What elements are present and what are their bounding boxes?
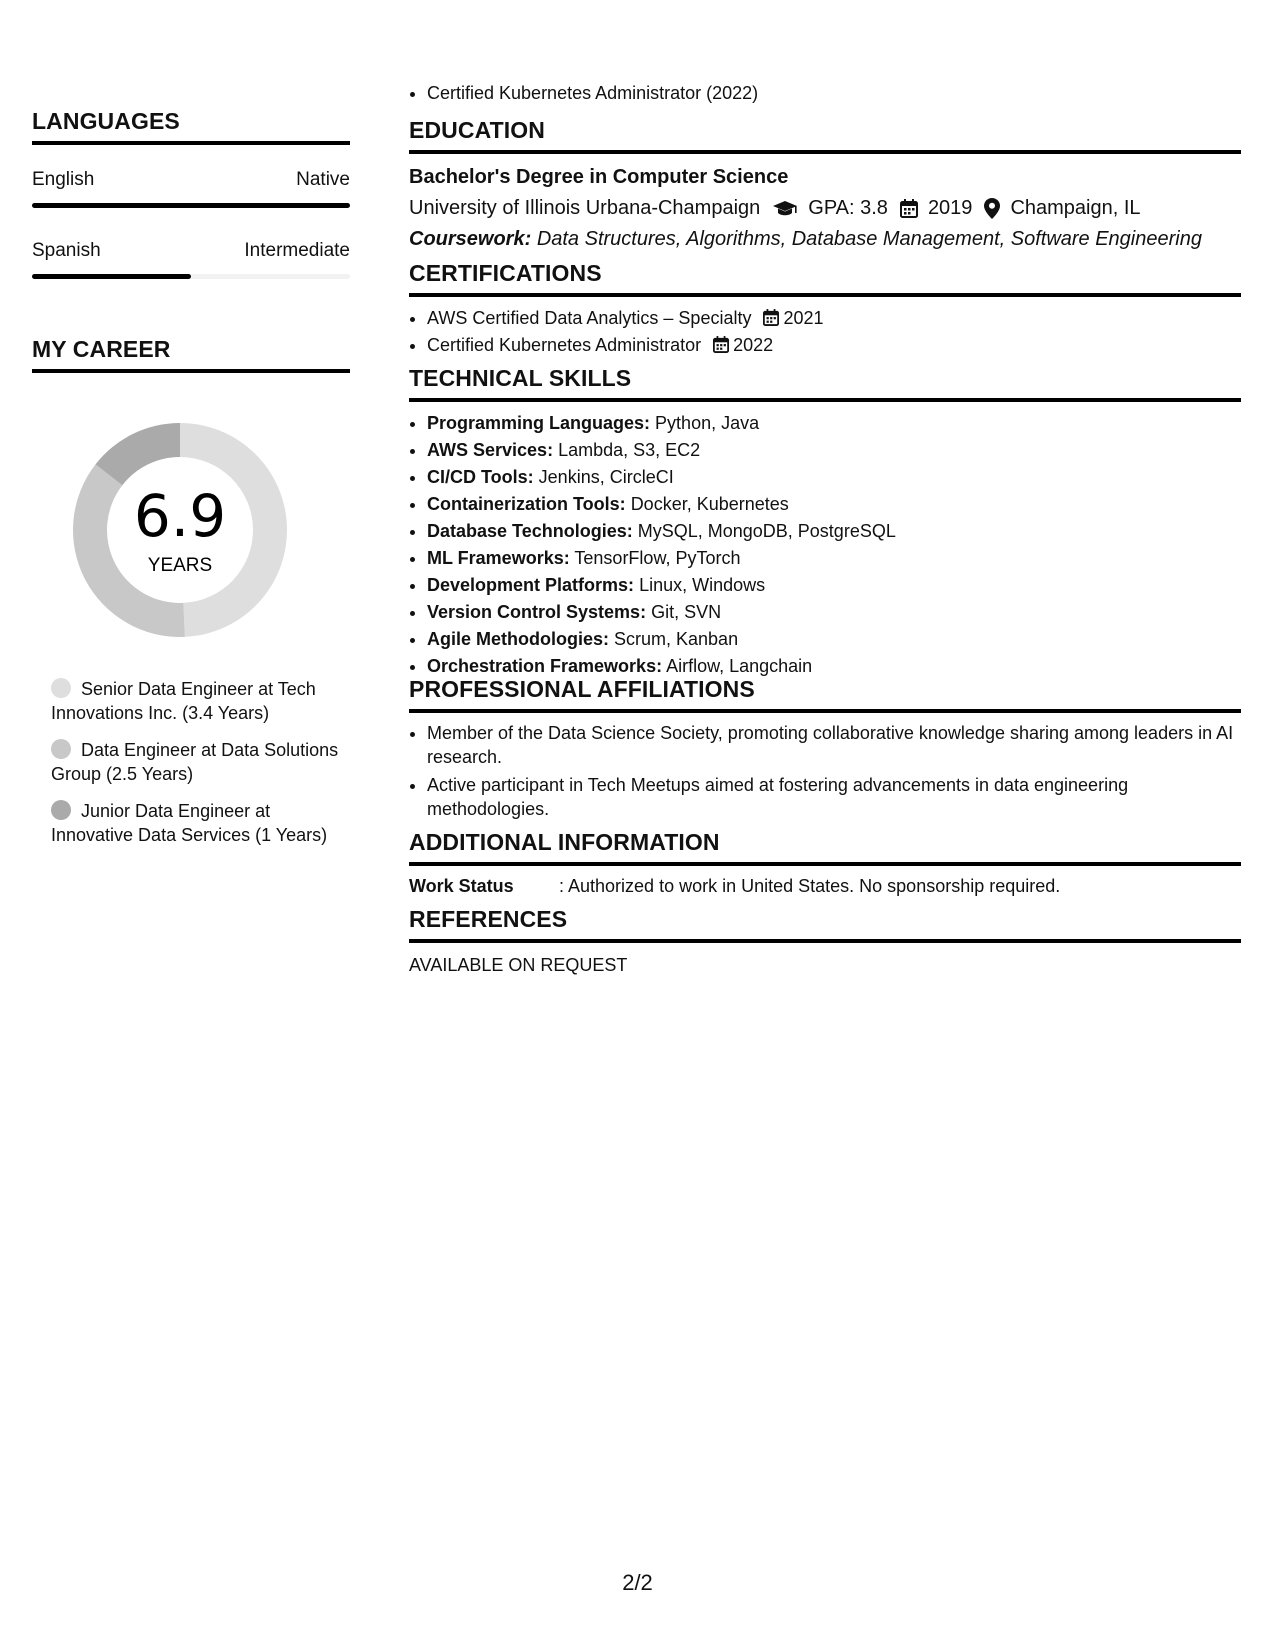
work-status-label: Work Status bbox=[409, 876, 514, 896]
certification-year: 2021 bbox=[783, 308, 824, 328]
skill-value: Git, SVN bbox=[651, 602, 722, 622]
skill-item bbox=[427, 437, 1241, 464]
skill-value: Lambda, S3, EC2 bbox=[558, 440, 701, 460]
career-legend-item bbox=[51, 738, 341, 786]
education-details bbox=[409, 197, 1241, 220]
certification-item bbox=[427, 332, 1241, 359]
skill-label: Programming Languages: bbox=[427, 413, 651, 433]
certification-name: AWS Certified Data Analytics – Specialty bbox=[427, 308, 752, 328]
work-status-row bbox=[409, 876, 1241, 897]
skill-label: Agile Methodologies: bbox=[427, 629, 609, 649]
affiliations-title: PROFESSIONAL AFFILIATIONS bbox=[409, 676, 1241, 713]
skill-value: Jenkins, CircleCI bbox=[538, 467, 674, 487]
certifications-list bbox=[409, 305, 1241, 359]
skill-label: ML Frameworks: bbox=[427, 548, 570, 568]
career-legend-item bbox=[51, 677, 341, 725]
additional-info-section bbox=[409, 829, 1241, 897]
skill-value: Python, Java bbox=[655, 413, 760, 433]
career-total-years: 6.9 bbox=[133, 482, 227, 550]
language-proficiency-fill bbox=[32, 203, 350, 208]
skill-item bbox=[427, 599, 1241, 626]
references-title: REFERENCES bbox=[409, 906, 1241, 943]
skill-item bbox=[427, 491, 1241, 518]
skill-label: AWS Services: bbox=[427, 440, 554, 460]
skill-item bbox=[427, 626, 1241, 653]
career-title: MY CAREER bbox=[32, 336, 350, 373]
certification-year: 2022 bbox=[733, 335, 774, 355]
work-status-value: : Authorized to work in United States. No sponsorship required. bbox=[559, 876, 1061, 896]
list-item: • Certified Kubernetes Administrator (2022) bbox=[427, 80, 758, 107]
education-coursework bbox=[409, 228, 1241, 251]
certifications-section bbox=[409, 260, 1241, 359]
language-proficiency-bar bbox=[32, 274, 350, 279]
coursework-text: Data Structures, Algorithms, Database Management, Software Engineering bbox=[536, 228, 1202, 250]
skill-item bbox=[427, 410, 1241, 437]
language-name: Spanish bbox=[32, 240, 101, 261]
calendar-icon bbox=[900, 199, 918, 218]
skill-value: Docker, Kubernetes bbox=[630, 494, 789, 514]
graduation-cap-icon bbox=[772, 200, 798, 218]
legend-dot-icon bbox=[51, 678, 71, 698]
career-role-label: Senior Data Engineer at Tech Innovations Inc. (3.4 Years) bbox=[51, 679, 316, 723]
skill-item bbox=[427, 545, 1241, 572]
calendar-icon bbox=[713, 336, 729, 353]
additional-info-title: ADDITIONAL INFORMATION bbox=[409, 829, 1241, 866]
skill-label: Version Control Systems: bbox=[427, 602, 647, 622]
skill-item bbox=[427, 464, 1241, 491]
location-pin-icon bbox=[984, 198, 1000, 219]
skill-item bbox=[427, 572, 1241, 599]
legend-dot-icon bbox=[51, 739, 71, 759]
career-total-unit: YEARS bbox=[147, 555, 213, 576]
coursework-label: Coursework: bbox=[409, 228, 532, 250]
skill-label: Database Technologies: bbox=[427, 521, 633, 541]
skills-title: TECHNICAL SKILLS bbox=[409, 365, 1241, 402]
language-item bbox=[32, 240, 350, 279]
education-section bbox=[409, 117, 1241, 251]
language-level: Intermediate bbox=[244, 240, 350, 261]
language-proficiency-fill bbox=[32, 274, 191, 279]
education-location: Champaign, IL bbox=[1010, 197, 1141, 219]
career-legend bbox=[32, 677, 341, 847]
affiliation-item: • Member of the Data Science Society, promoting collaborative knowledge sharing among leaders in AI research. bbox=[427, 721, 1241, 769]
skill-value: Scrum, Kanban bbox=[614, 629, 739, 649]
certifications-title: CERTIFICATIONS bbox=[409, 260, 1241, 297]
language-level: Native bbox=[296, 169, 350, 190]
education-title: EDUCATION bbox=[409, 117, 1241, 154]
continued-list bbox=[409, 80, 758, 107]
language-name: English bbox=[32, 169, 95, 190]
skill-label: Containerization Tools: bbox=[427, 494, 626, 514]
career-donut bbox=[65, 415, 295, 645]
references-text: AVAILABLE ON REQUEST bbox=[409, 955, 628, 975]
languages-section bbox=[32, 108, 350, 279]
skill-item bbox=[427, 518, 1241, 545]
career-role-label: Junior Data Engineer at Innovative Data Services (1 Years) bbox=[51, 801, 328, 845]
skill-value: Airflow, Langchain bbox=[666, 656, 813, 676]
language-proficiency-bar bbox=[32, 203, 350, 208]
skill-label: CI/CD Tools: bbox=[427, 467, 534, 487]
skill-value: MySQL, MongoDB, PostgreSQL bbox=[637, 521, 896, 541]
affiliations-section bbox=[409, 676, 1241, 821]
education-year: 2019 bbox=[927, 197, 973, 219]
certification-item bbox=[427, 305, 1241, 332]
affiliation-item: • Active participant in Tech Meetups aimed at fostering advancements in data engineering methodologies. bbox=[427, 773, 1241, 821]
career-role-label: Data Engineer at Data Solutions Group (2.5 Years) bbox=[51, 740, 339, 784]
career-legend-item bbox=[51, 799, 341, 847]
skill-value: Linux, Windows bbox=[639, 575, 766, 595]
skill-label: Orchestration Frameworks: bbox=[427, 656, 663, 676]
education-school: University of Illinois Urbana-Champaign bbox=[409, 197, 761, 219]
calendar-icon bbox=[763, 309, 779, 326]
page-number: 2/2 bbox=[622, 1570, 653, 1595]
references-section bbox=[409, 906, 1241, 976]
skill-label: Development Platforms: bbox=[427, 575, 635, 595]
career-section bbox=[32, 336, 350, 860]
affiliations-list bbox=[409, 721, 1241, 821]
skill-value: TensorFlow, PyTorch bbox=[574, 548, 741, 568]
languages-title: LANGUAGES bbox=[32, 108, 350, 145]
education-gpa: GPA: 3.8 bbox=[808, 197, 888, 219]
skills-list bbox=[409, 410, 1241, 680]
education-degree: Bachelor's Degree in Computer Science bbox=[409, 166, 789, 188]
skills-section bbox=[409, 365, 1241, 680]
legend-dot-icon bbox=[51, 800, 71, 820]
language-item bbox=[32, 169, 350, 208]
certification-name: Certified Kubernetes Administrator bbox=[427, 335, 702, 355]
